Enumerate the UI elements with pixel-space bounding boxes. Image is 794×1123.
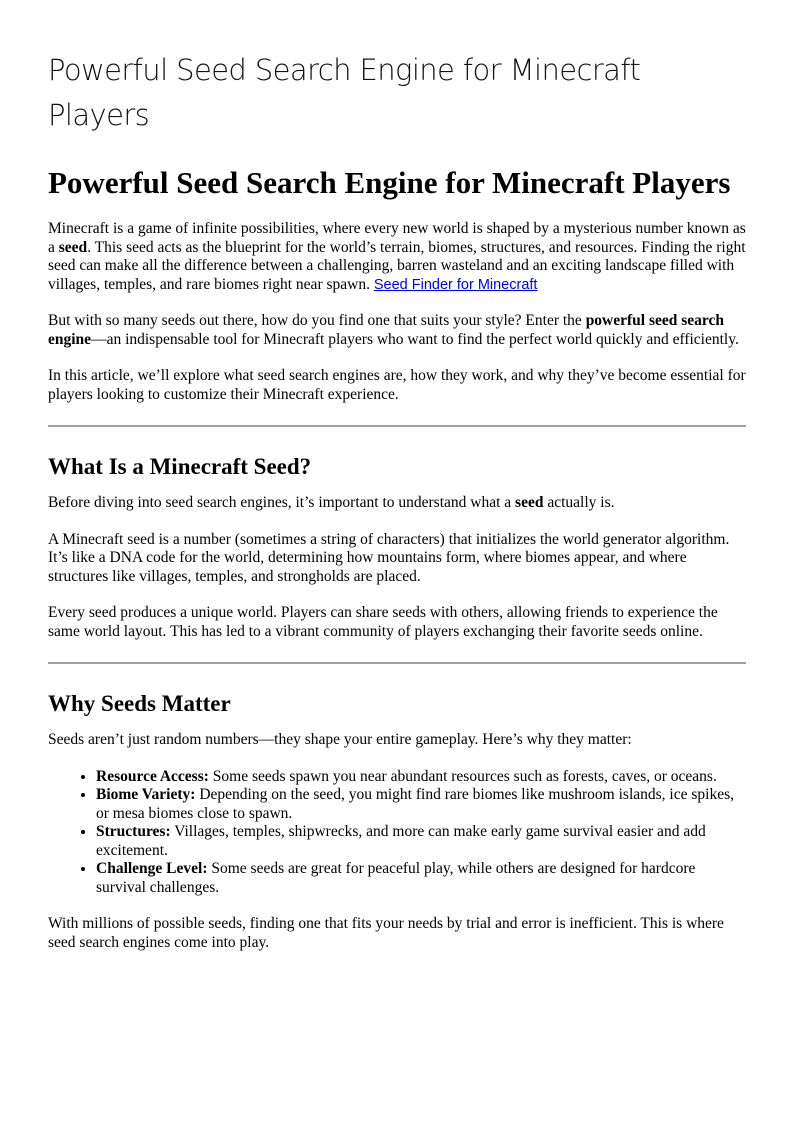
section1-p1-text-a: Before diving into seed search engines, it’s important to understand what a [48,494,516,511]
section-divider [48,425,746,427]
intro-p1-text-a: Minecraft is a game of infinite possibilities, where every new world is shaped by a mysterious number known as a [48,220,746,256]
intro-p2-text-b: —an indispensable tool for Minecraft players who want to find the perfect world quickly and efficiently. [91,330,739,348]
section1-paragraph-1 [48,494,746,513]
section1-p1-bold: seed [515,494,544,511]
list-item-label: Biome Variety: [96,786,196,803]
intro-p1-bold: seed [58,238,88,256]
document-title: Powerful Seed Search Engine for Minecraft Players [48,53,641,132]
list-item-text: Some seeds are great for peaceful play, while others are designed for hardcore survival challenges. [96,860,696,896]
list-item [96,823,746,860]
list-item-label: Resource Access: [96,767,209,785]
list-item-text: Villages, temples, shipwrecks, and more can make early game survival easier and add excitement. [96,823,706,859]
section-divider [48,662,746,664]
list-item [96,768,746,787]
intro-p2-text-a: But with so many seeds out there, how do you find one that suits your style? Enter the [48,312,586,329]
section1-paragraph-3: Every seed produces a unique world. Players can share seeds with others, allowing friends to experience the same world layout. This has led to a vibrant community of players exchanging their favorite seeds online. [48,604,718,640]
section2-outro: With millions of possible seeds, finding one that fits your needs by trial and error is inefficient. This is where seed search engines come into play. [48,915,724,951]
list-item [96,860,746,897]
intro-p2-bold: powerful seed search engine [48,312,725,348]
section-heading-why-seeds-matter: Why Seeds Matter [48,691,231,716]
section2-intro: Seeds aren’t just random numbers—they shape your entire gameplay. Here’s why they matter: [48,731,632,748]
list-item-label: Challenge Level: [96,860,208,877]
intro-p1-text-b: . This seed acts as the blueprint for the world’s terrain, biomes, structures, and resources. Finding the right seed can make all the difference between a challenging, barren wasteland and an exciting landscape filled with villages, temples, and rare biomes right near spawn. [48,238,746,293]
list-item [96,786,746,823]
intro-paragraph-2 [48,312,746,349]
seed-finder-link[interactable]: Seed Finder for Minecraft [373,276,538,293]
section-heading-what-is-seed: What Is a Minecraft Seed? [48,454,312,479]
section1-p1-text-b: actually is. [543,494,615,511]
document-page [48,48,746,970]
list-item-text: Depending on the seed, you might find rare biomes like mushroom islands, ice spikes, or mesa biomes close to spawn. [96,786,734,822]
intro-paragraph-1 [48,220,746,294]
section1-paragraph-2: A Minecraft seed is a number (sometimes a string of characters) that initializes the world generator algorithm. It’s like a DNA code for the world, determining how mountains form, where biomes appear, and where structures like villages, temples, and strongholds are placed. [48,530,730,585]
intro-paragraph-3: In this article, we’ll explore what seed search engines are, how they work, and why they’ve become essential for players looking to customize their Minecraft experience. [48,367,746,403]
article-heading: Powerful Seed Search Engine for Minecraft Players [48,165,731,200]
list-item-label: Structures: [96,823,171,840]
list-item-text: Some seeds spawn you near abundant resources such as forests, caves, or oceans. [208,767,717,785]
reasons-list [48,768,746,898]
